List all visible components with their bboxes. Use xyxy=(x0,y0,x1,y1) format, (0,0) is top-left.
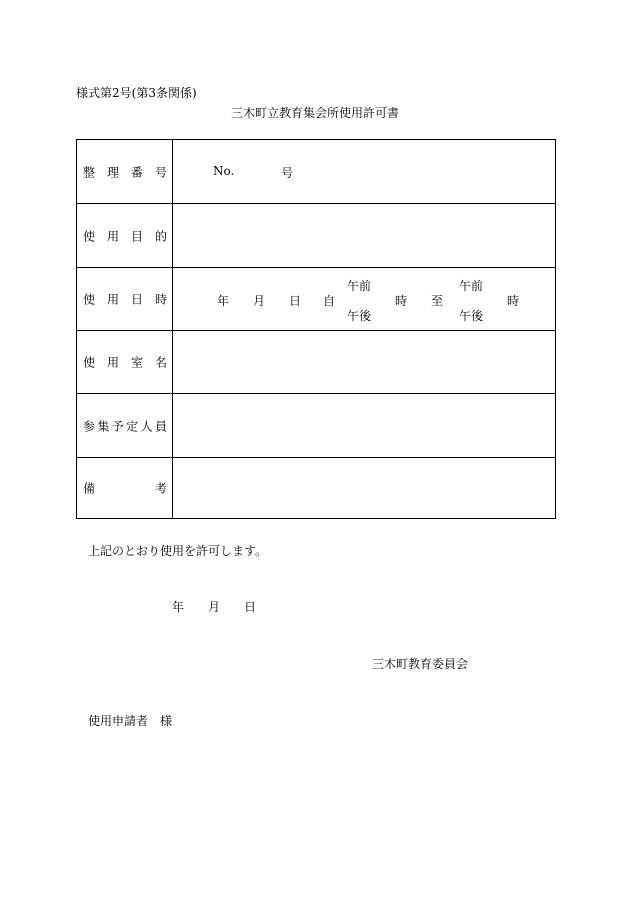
date-day: 日 xyxy=(289,294,302,308)
room-value-cell[interactable] xyxy=(173,331,555,393)
permission-statement: 上記のとおり使用を許可します。 xyxy=(88,544,268,558)
time-from-am: 午前 xyxy=(347,279,372,293)
row-label: 使 用 室 名 xyxy=(83,355,167,370)
issue-date-month: 月 xyxy=(208,600,221,614)
form-number: 様式第2号(第3条関係) xyxy=(76,86,197,100)
date-year: 年 xyxy=(217,294,230,308)
row-label: 備 考 xyxy=(83,481,167,496)
table-row-attendees xyxy=(77,393,555,457)
number-prefix: No. xyxy=(213,164,235,178)
datetime-value-cell[interactable] xyxy=(173,268,555,330)
time-to-pm: 午後 xyxy=(459,309,484,323)
time-to-hour: 時 xyxy=(507,294,520,308)
attendees-value-cell[interactable] xyxy=(173,394,555,457)
issue-date-day: 日 xyxy=(244,600,257,614)
number-value-cell[interactable] xyxy=(173,140,555,203)
recipient-honorific: 様 xyxy=(160,714,173,728)
row-label-cell xyxy=(77,268,173,330)
remarks-value-cell[interactable] xyxy=(173,458,555,518)
recipient-label: 使用申請者 xyxy=(88,714,149,728)
time-to: 至 xyxy=(431,294,444,308)
table-row-number xyxy=(77,140,555,203)
issuer-name: 三木町教育委員会 xyxy=(372,657,469,671)
time-to-am: 午前 xyxy=(459,279,484,293)
row-label-cell xyxy=(77,331,173,393)
permit-form-table xyxy=(76,139,556,519)
table-row-purpose xyxy=(77,203,555,267)
row-label: 使 用 日 時 xyxy=(83,292,167,307)
row-label-cell xyxy=(77,394,173,457)
row-label-cell xyxy=(77,458,173,518)
row-label: 整 理 番 号 xyxy=(83,165,167,179)
row-label: 参 集 予 定 人 員 xyxy=(83,419,167,433)
document-title: 三木町立教育集会所使用許可書 xyxy=(230,106,399,120)
date-month: 月 xyxy=(253,294,266,308)
table-row-remarks xyxy=(77,457,555,518)
number-suffix: 号 xyxy=(281,166,294,180)
purpose-value-cell[interactable] xyxy=(173,204,555,267)
time-from-hour: 時 xyxy=(395,294,408,308)
time-from: 自 xyxy=(323,294,336,308)
row-label: 使 用 目 的 xyxy=(83,229,167,243)
row-label-cell xyxy=(77,140,173,203)
table-row-room xyxy=(77,330,555,393)
row-label-cell xyxy=(77,204,173,267)
time-from-pm: 午後 xyxy=(347,309,372,323)
table-row-datetime xyxy=(77,267,555,330)
issue-date-year: 年 xyxy=(172,600,185,614)
